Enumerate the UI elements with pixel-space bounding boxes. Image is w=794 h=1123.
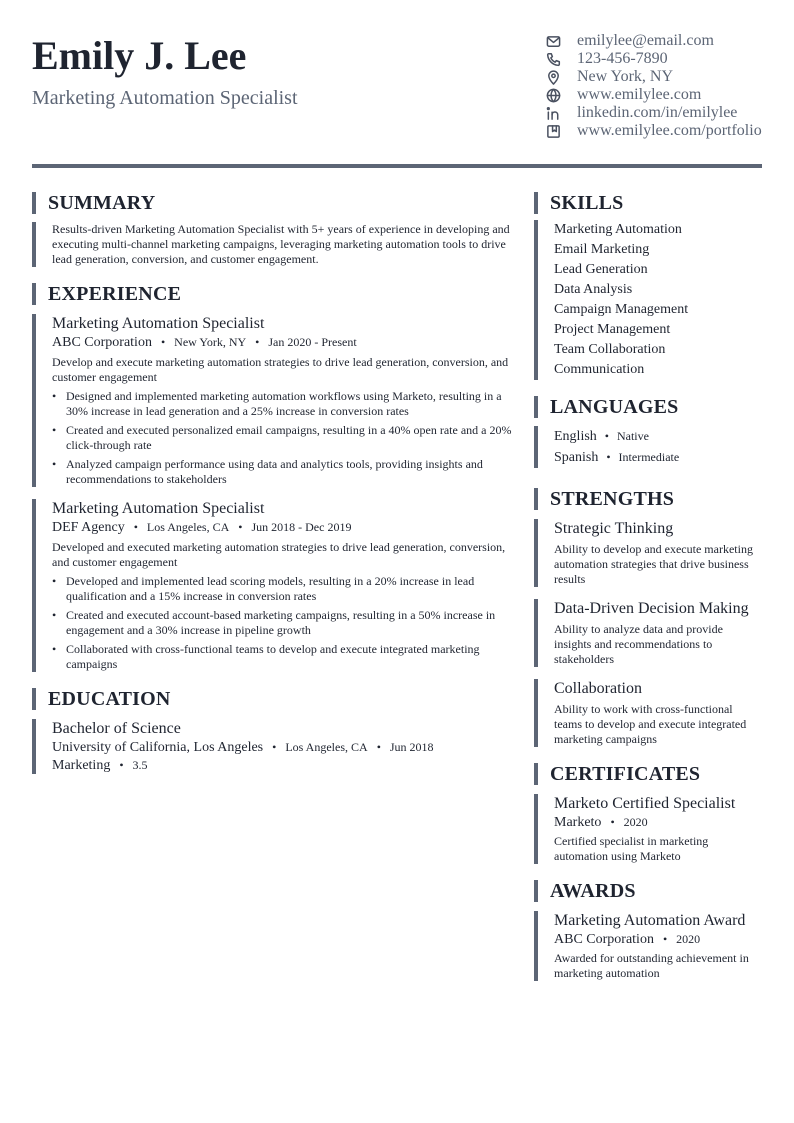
languages-heading: LANGUAGES <box>534 396 762 418</box>
company-name: ABC Corporation <box>52 335 152 350</box>
job-bullet: • Created and executed personalized email campaigns, resulting in a 40% open rate and a 20% click-through rate <box>52 423 512 453</box>
contact-portfolio[interactable] <box>544 122 768 140</box>
award-meta <box>554 932 762 948</box>
job-dates: Jun 2018 - Dec 2019 <box>251 520 352 534</box>
awards-heading: AWARDS <box>534 880 762 902</box>
separator-dot: • <box>160 335 166 349</box>
job-bullets <box>52 574 512 672</box>
job-meta <box>52 520 512 536</box>
map-pin-icon <box>544 68 562 86</box>
contact-email[interactable] <box>544 32 768 50</box>
contact-linkedin[interactable] <box>544 104 768 122</box>
candidate-name: Emily J. Lee <box>32 33 247 78</box>
degree: Bachelor of Science <box>52 720 181 737</box>
contact-location <box>544 68 768 86</box>
strength-title: Strategic Thinking <box>554 520 674 537</box>
email-text: emilylee@email.com <box>577 32 714 49</box>
graduation-date: Jun 2018 <box>389 740 434 754</box>
education-meta <box>52 740 512 756</box>
language-level: Intermediate <box>618 450 680 464</box>
language-name: Spanish <box>554 450 599 465</box>
certificate-name: Marketo Certified Specialist <box>554 795 736 812</box>
skills-heading: SKILLS <box>534 192 762 214</box>
job-location: Los Angeles, CA <box>146 520 230 534</box>
separator-dot: • <box>133 520 138 534</box>
summary-text: Results-driven Marketing Automation Specialist with 5+ years of experience in developing and executing multi-channel marketing campaigns, leveraging marketing automation tools to drive lead generation, conversion, and customer engagement. <box>52 222 510 266</box>
job-meta <box>52 335 512 351</box>
job-bullet: • Created and executed account-based marketing campaigns, resulting in a 50% increase in engagement and a 30% increase in pipeline growth <box>52 608 512 638</box>
language-item <box>554 426 762 447</box>
certificate-item <box>534 794 762 864</box>
job-bullet: • Collaborated with cross-functional teams to develop and execute integrated marketing campaigns <box>52 642 512 672</box>
strength-title: Collaboration <box>554 680 642 697</box>
skill-item: Team Collaboration <box>554 342 666 357</box>
location-text: New York, NY <box>577 68 674 85</box>
skill-item: Marketing Automation <box>554 222 682 237</box>
linkedin-icon <box>544 104 562 122</box>
job-bullet: • Analyzed campaign performance using data and analytics tools, providing insights and recommendations to stakeholders <box>52 457 512 487</box>
separator-dot: • <box>662 932 668 946</box>
skills-block <box>534 220 762 380</box>
header-divider <box>32 164 762 168</box>
globe-icon <box>544 86 562 104</box>
job-description: Developed and executed marketing automation strategies to drive lead generation, conversion, and customer engagement <box>52 540 506 569</box>
award-issuer: ABC Corporation <box>554 932 654 947</box>
bookmark-icon <box>544 122 562 140</box>
skill-item: Campaign Management <box>554 302 689 317</box>
separator-dot: • <box>238 520 243 534</box>
separator-dot: • <box>604 429 609 443</box>
website-link: www.emilylee.com <box>577 86 702 103</box>
language-item <box>554 447 762 468</box>
language-level: Native <box>616 429 649 443</box>
language-name: English <box>554 429 597 444</box>
experience-heading: EXPERIENCE <box>32 283 512 305</box>
separator-dot: • <box>255 335 260 349</box>
skill-item: Project Management <box>554 322 671 337</box>
summary-heading: SUMMARY <box>32 192 512 214</box>
phone-icon <box>544 50 562 68</box>
school-name: University of California, Los Angeles <box>52 740 264 755</box>
separator-dot: • <box>376 740 381 754</box>
education-item <box>32 719 512 774</box>
gpa: 3.5 <box>132 758 148 772</box>
major: Marketing <box>52 758 111 773</box>
separator-dot: • <box>119 758 124 772</box>
certificate-issuer: Marketo <box>554 815 602 830</box>
right-column <box>534 192 762 981</box>
portfolio-link: www.emilylee.com/portfolio <box>577 122 762 139</box>
job-bullet: • Developed and implemented lead scoring models, resulting in a 20% increase in lead qualification and a 15% increase in conversion rates <box>52 574 512 604</box>
job-bullet: • Designed and implemented marketing automation workflows using Marketo, resulting in a 30% increase in lead generation and a 25% increase in conversion rates <box>52 389 512 419</box>
phone-text: 123-456-7890 <box>577 50 668 67</box>
certificate-year: 2020 <box>623 815 648 829</box>
certificates-heading: CERTIFICATES <box>534 763 762 785</box>
contact-phone[interactable] <box>544 50 768 68</box>
strength-description: Ability to work with cross-functional teams to develop and execute integrated marketing campaigns <box>554 702 747 746</box>
languages-block <box>534 426 762 468</box>
skill-item: Communication <box>554 362 645 377</box>
certificate-description: Certified specialist in marketing automation using Marketo <box>554 834 709 863</box>
separator-dot: • <box>606 450 611 464</box>
education-meta <box>52 758 512 774</box>
skill-item: Lead Generation <box>554 262 648 277</box>
experience-item <box>32 314 512 487</box>
job-dates: Jan 2020 - Present <box>268 335 357 349</box>
strength-title: Data-Driven Decision Making <box>554 600 749 617</box>
job-title: Marketing Automation Specialist <box>52 315 265 332</box>
job-title: Marketing Automation Specialist <box>52 500 265 517</box>
summary-block <box>32 222 512 267</box>
candidate-title: Marketing Automation Specialist <box>32 87 298 109</box>
strength-description: Ability to develop and execute marketing automation strategies that drive business results <box>554 542 753 586</box>
linkedin-link: linkedin.com/in/emilylee <box>577 104 738 121</box>
education-heading: EDUCATION <box>32 688 512 710</box>
separator-dot: • <box>272 740 277 754</box>
experience-item <box>32 499 512 672</box>
job-description: Develop and execute marketing automation strategies to drive lead generation, conversion, and customer engagement <box>52 355 509 384</box>
job-bullets <box>52 389 512 487</box>
company-name: DEF Agency <box>52 520 125 535</box>
contact-list <box>544 32 768 140</box>
award-description: Awarded for outstanding achievement in marketing automation <box>554 951 749 980</box>
award-name: Marketing Automation Award <box>554 912 746 929</box>
job-location: New York, NY <box>174 335 247 349</box>
strengths-heading: STRENGTHS <box>534 488 762 510</box>
award-item <box>534 911 762 981</box>
strength-description: Ability to analyze data and provide insights and recommendations to stakeholders <box>554 622 723 666</box>
separator-dot: • <box>610 815 615 829</box>
left-column <box>32 192 512 774</box>
strength-item <box>534 599 762 667</box>
award-year: 2020 <box>676 932 701 946</box>
certificate-meta <box>554 815 762 831</box>
contact-website[interactable] <box>544 86 768 104</box>
school-location: Los Angeles, CA <box>285 740 368 754</box>
strength-item <box>534 519 762 587</box>
mail-icon <box>544 32 562 50</box>
strength-item <box>534 679 762 747</box>
skill-item: Data Analysis <box>554 282 633 297</box>
skill-item: Email Marketing <box>554 242 650 257</box>
